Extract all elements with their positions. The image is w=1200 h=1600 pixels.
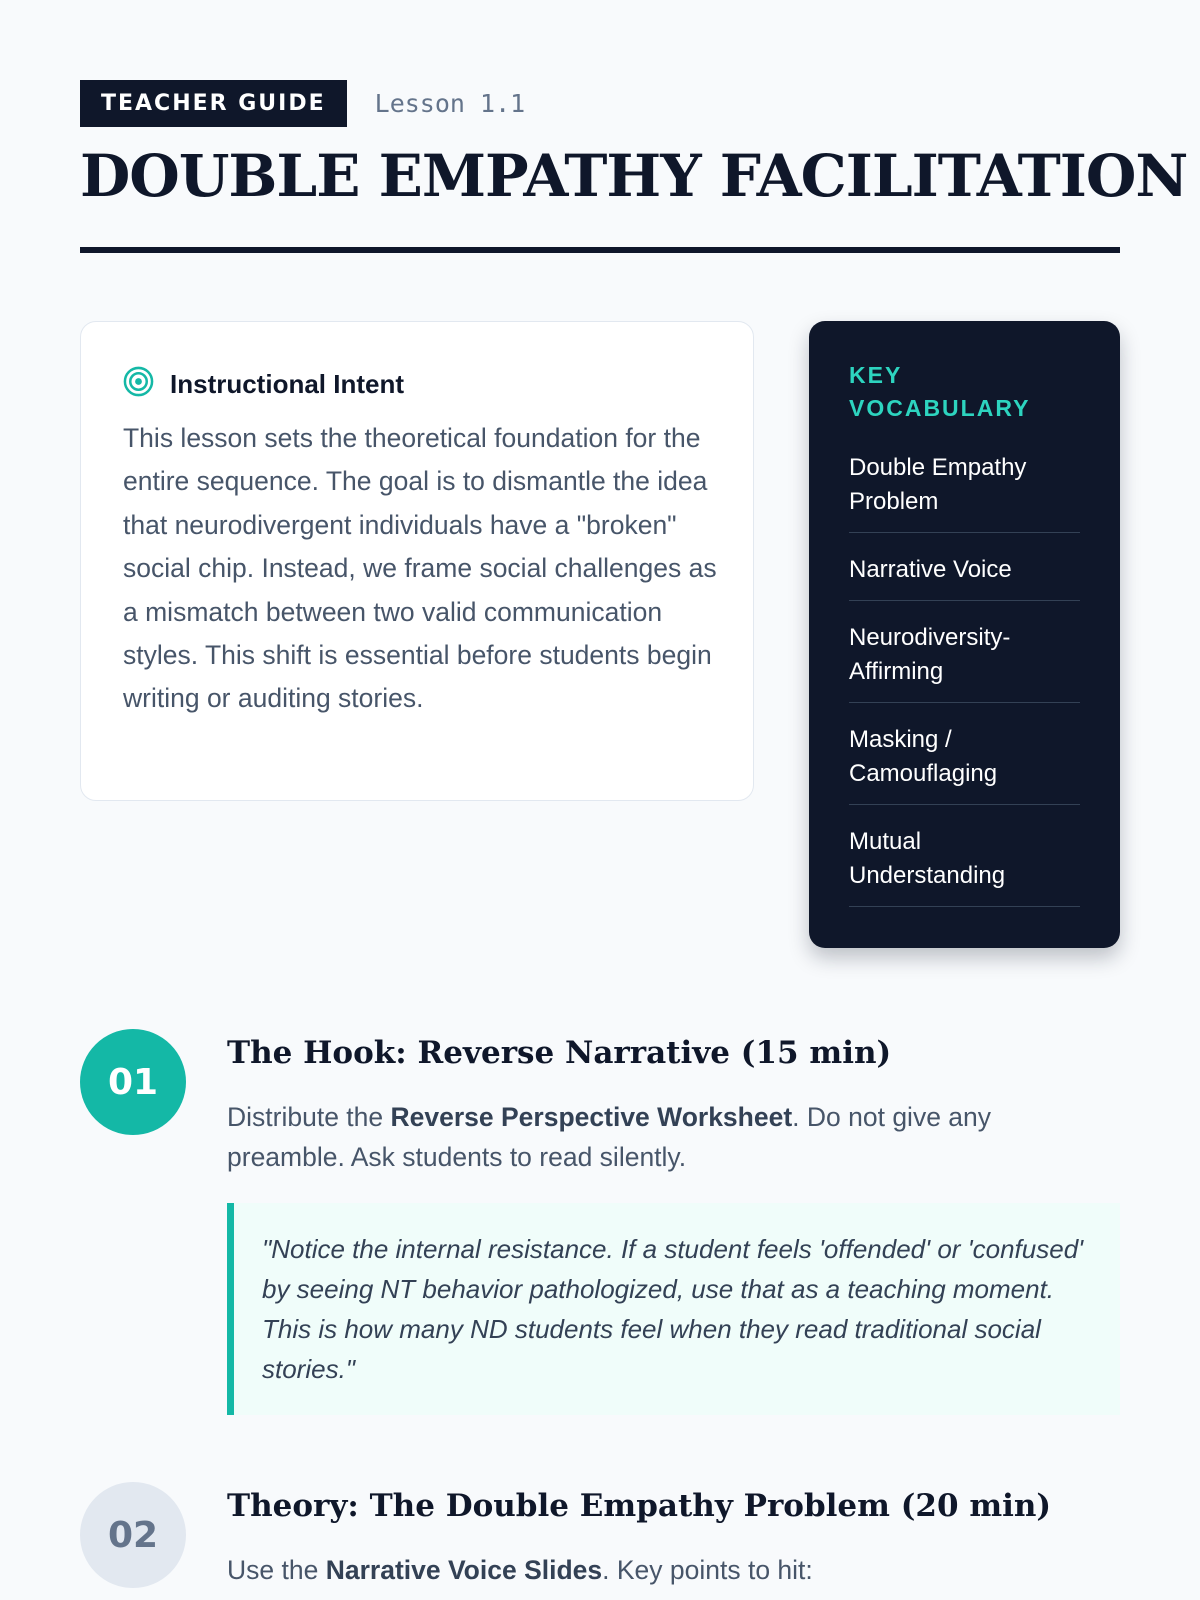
key-vocabulary-panel [809, 321, 1120, 948]
step-text-after: . Key points to hit: [602, 1555, 813, 1585]
header-row [80, 80, 525, 127]
step-text-before: Use the [227, 1555, 326, 1585]
vocabulary-title: KEY VOCABULARY [849, 362, 1031, 421]
vocabulary-item: Masking / Camouflaging [849, 703, 1080, 805]
step-number-badge: 01 [80, 1029, 186, 1135]
intent-body: This lesson sets the theoretical foundation for the entire sequence. The goal is to dismantle the idea that neurodivergent individuals have a "broken" social chip. Instead, we frame social challenges as a mismatch between two valid communication styles. This shift is essential before students begin writing or auditing stories. [123, 423, 717, 714]
step-text-before: Distribute the [227, 1102, 391, 1132]
vocabulary-item: Neurodiversity-Affirming [849, 601, 1080, 703]
step-text-after: . Do not give any preamble. Ask students to read silently. [227, 1102, 992, 1172]
quote-text: "Notice the internal resistance. If a student feels 'offended' or 'confused' by seeing NT behavior pathologized, use that as a teaching moment. This is how many ND students feel when they read traditional social stories." [262, 1234, 1084, 1384]
step-instructions [227, 1550, 1077, 1590]
instructional-intent-card [80, 321, 754, 801]
intent-title: Instructional Intent [170, 368, 404, 399]
lesson-number: Lesson 1.1 [374, 89, 526, 118]
step-instructions [227, 1097, 1077, 1177]
title-divider [80, 247, 1120, 253]
teacher-guide-badge: TEACHER GUIDE [80, 80, 347, 127]
page-title: DOUBLE EMPATHY FACILITATION [80, 142, 1188, 210]
step-number-badge: 02 [80, 1482, 186, 1588]
step-title: The Hook: Reverse Narrative (15 min) [227, 1035, 892, 1071]
worksheet-name: Reverse Perspective Worksheet [390, 1102, 793, 1132]
target-icon [123, 366, 154, 402]
intent-heading [123, 366, 404, 402]
step-title: Theory: The Double Empathy Problem (20 min) [227, 1488, 1052, 1524]
vocabulary-item: Narrative Voice [849, 533, 1080, 601]
vocabulary-item: Double Empathy Problem [849, 444, 1080, 533]
vocabulary-list [849, 444, 1080, 907]
facilitator-note-quote [227, 1203, 1120, 1415]
slides-name: Narrative Voice Slides [325, 1555, 603, 1585]
vocabulary-item: Mutual Understanding [849, 805, 1080, 907]
